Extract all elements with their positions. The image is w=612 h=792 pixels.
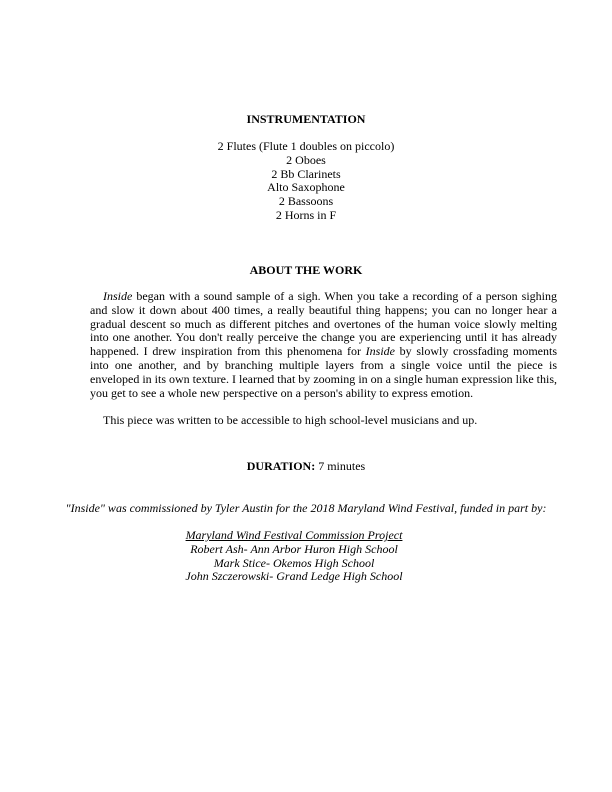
instrumentation-list (0, 140, 612, 223)
duration-label: DURATION: (246, 459, 316, 473)
duration-value: 7 minutes (315, 459, 366, 473)
about-section (0, 263, 612, 277)
instrument-item: 2 Oboes (286, 152, 326, 167)
accessibility-note: This piece was written to be accessible to high school-level musicians and up. (103, 413, 478, 427)
contributor: Mark Stice- Okemos High School (213, 555, 375, 570)
instrument-item: 2 Flutes (Flute 1 doubles on piccolo) (217, 139, 395, 153)
instrumentation-heading: INSTRUMENTATION (246, 112, 366, 126)
about-text: began with a sound sample of a sigh. When you take a recording of a person sighing and slow it down about 400 times, a really beautiful thing happens; you can no longer hear a gradual descent so much as different pitches and overtones of the human voice slowly melting into one another. You don't really perceive the change you are experiencing until it has already happened. I drew inspiration from this phenomena for (90, 289, 557, 359)
commission-note: "Inside" was commissioned by Tyler Austin for the 2018 Maryland Wind Festival, funded in part by: (65, 501, 547, 515)
about-paragraph (90, 290, 557, 400)
commission-project: Maryland Wind Festival Commission Project (185, 528, 403, 542)
work-title: Inside (365, 344, 395, 359)
instrument-item: 2 Bassoons (278, 194, 334, 209)
instrument-item: Alto Saxophone (267, 180, 345, 195)
instrument-item: 2 Bb Clarinets (271, 166, 341, 181)
contributor: Robert Ash- Ann Arbor Huron High School (190, 541, 398, 556)
instrumentation-section (0, 112, 612, 126)
about-text: by slowly crossfading moments into one another, and by branching multiple layers from a single voice until the piece is enveloped in its own texture. I learned that by zooming in on a single human expression like this, you get to see a whole new perspective on a person's ability to express emotion. (90, 344, 557, 400)
commission-credits (0, 529, 612, 584)
about-paragraph-2 (90, 414, 557, 428)
work-title: Inside (103, 289, 133, 303)
duration-line (0, 459, 612, 473)
instrument-item: 2 Horns in F (275, 207, 337, 222)
about-heading: ABOUT THE WORK (249, 263, 363, 277)
contributor: John Szczerowski- Grand Ledge High School (185, 569, 403, 584)
